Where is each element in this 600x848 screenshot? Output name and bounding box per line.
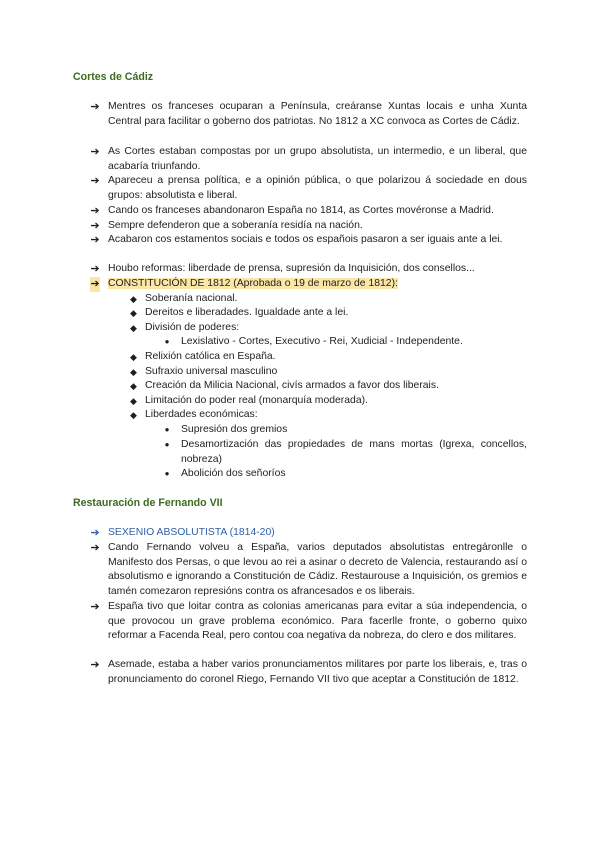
arrow-icon: ➔ <box>90 101 100 113</box>
arrow-icon: ➔ <box>90 263 100 275</box>
diamond-bullet-icon: ◆ <box>130 323 137 333</box>
diamond-bullet-icon: ◆ <box>130 352 137 362</box>
highlighted-text: CONSTITUCIÓN DE 1812 (Aprobada o 19 de marzo de 1812): <box>108 278 398 289</box>
diamond-bullet-icon: ◆ <box>130 381 137 391</box>
arrow-icon: ➔ <box>90 527 100 539</box>
arrow-icon: ➔ <box>90 601 100 613</box>
bullet-icon: ● <box>164 440 170 449</box>
section-heading-restauracion: Restauración de Fernando VII <box>73 497 223 509</box>
diamond-bullet-icon: ◆ <box>130 294 137 304</box>
arrow-icon: ➔ <box>90 659 100 671</box>
arrow-icon: ➔ <box>90 234 100 246</box>
diamond-bullet-icon: ◆ <box>130 396 137 406</box>
diamond-bullet-icon: ◆ <box>130 367 137 377</box>
diamond-bullet-icon: ◆ <box>130 410 137 420</box>
arrow-icon: ➔ <box>90 542 100 554</box>
arrow-icon: ➔ <box>90 220 100 232</box>
document-page: Cortes de Cádiz ➔ Mentres os franceses ocuparan a Península, creáranse Xuntas locais e unha Xunta Central para facilitar o goberno dos patriotas. No 1812 a XC convoca as Cortes de Cádiz. ➔ As Cortes estaban compostas por un grupo absolutista, un intermedio, e un liberal, que acabaría triunfando. ➔ Apareceu a prensa política, e a opinión pública, o que polarizou á sociedade en dous grupos: absolutista e liberal. ➔ Cando os franceses abandonaron España no 1814, as Cortes movéronse a Madrid. ➔ Sempre defenderon que a soberanía residía na nación. ➔ Acabaron cos estamentos sociais e todos os españois pasaron a ser iguais ante a lei. ➔ Houbo reformas: liberdade de prensa, supresión da Inquisición, dos consellos... ➔ CONSTITUCIÓN DE 1812 (Aprobada o 19 de marzo de 1812): ◆ Soberanía nacional. ◆ Dereitos e liberadades. Igualdade ante a lei. ◆ División de poderes: ● Lexislativo - Cortes, Executivo - Rei, Xudicial - Independente. ◆ Relixión católica en España. ◆ Sufraxio universal masculino ◆ Creación da Milicia Nacional, civís armados a favor dos liberais. ◆ Limitación do poder real (monarquía moderada). ◆ Liberdades económicas: ● Supresión dos gremios ● Desamortización das propiedades de mans mortas (Igrexa, concellos, nobreza) ● Abolición dos señoríos Restauración de Fernando VII ➔ SEXENIO ABSOLUTISTA (1814-20) ➔ Cando Fernando volveu a España, varios deputados absolutistas entregáronlle o Manifesto dos Persas, o que levou ao rei a asinar o decreto de Valencia, restaurando así o absolutismo e ignorando a Constitución de Cádiz. Restaurouse a Inquisición, os gremios e tamén comezaron represións contra os afrancesados e os liberais. ➔ España tivo que loitar contra as colonias americanas para evitar a súa independencia, o que provocou un grave problema económico. Para facerlle fronte, o goberno quixo reformar a Facenda Real, pero contou coa negativa da nobreza, do clero e dos militares. ➔ Asemade, estaba a haber varios pronunciamentos militares por parte los liberais, e, tras o pronunciamento do coronel Riego, Fernando VII tivo que aceptar a Constitución de 1812. <box>73 71 527 685</box>
arrow-icon: ➔ <box>90 146 100 158</box>
diamond-bullet-icon: ◆ <box>130 308 137 318</box>
bullet-icon: ● <box>164 425 170 434</box>
arrow-icon: ➔ <box>90 175 100 187</box>
arrow-icon: ➔ <box>90 205 100 217</box>
section-heading-cortes-de-cadiz: Cortes de Cádiz <box>73 71 154 83</box>
bullet-icon: ● <box>164 469 170 478</box>
arrow-icon: ➔ <box>90 278 100 290</box>
bullet-icon: ● <box>164 337 170 346</box>
